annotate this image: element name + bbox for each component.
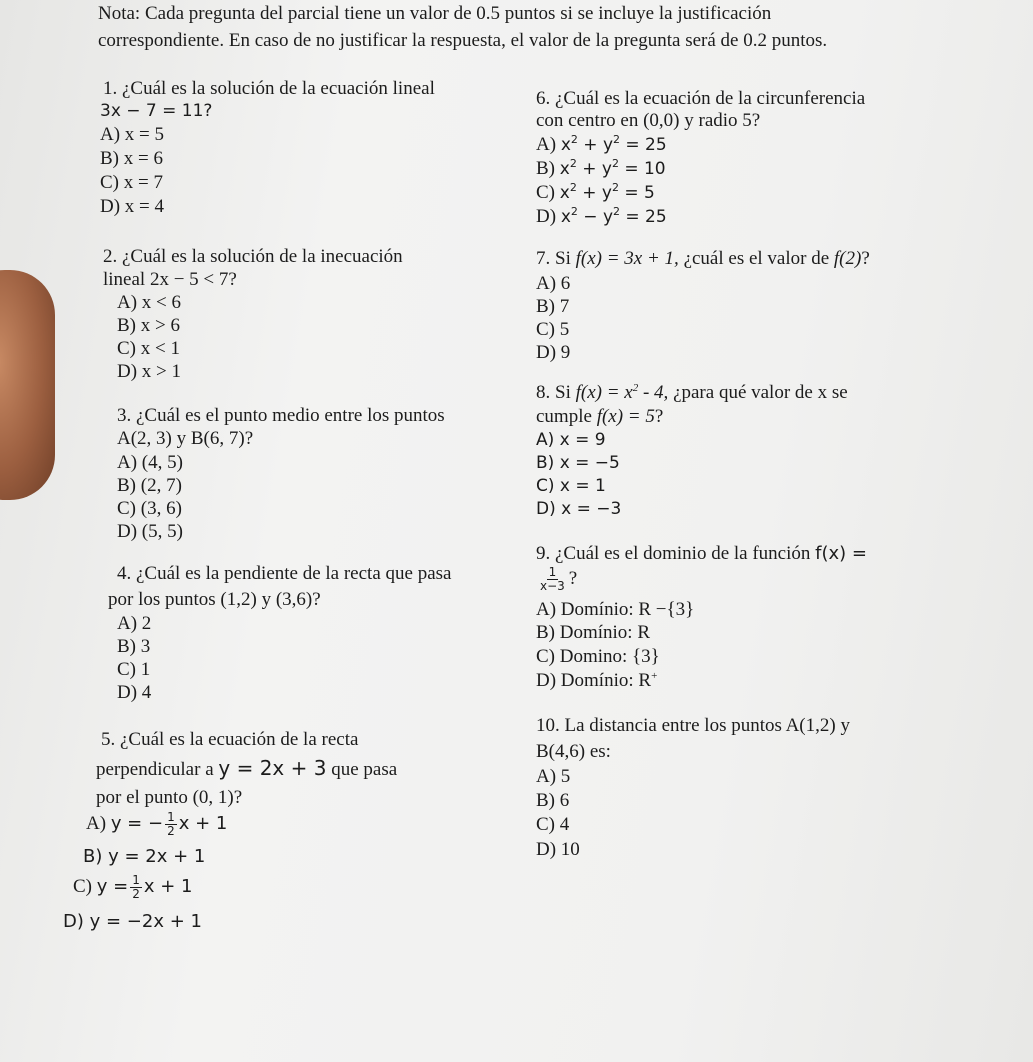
option-math — [561, 207, 667, 227]
var: y — [601, 159, 612, 179]
question-7-option-c: C) 5 — [536, 319, 570, 340]
option-label: B) — [536, 158, 555, 179]
question-10-option-c: C) 4 — [536, 814, 570, 835]
question-9-prompt: 9. ¿Cuál es el dominio de la función — [536, 543, 811, 564]
function-base: f(x) = x — [575, 382, 633, 403]
question-10-option-a: A) 5 — [536, 766, 571, 787]
question-5-que-pasa: que pasa — [331, 759, 398, 780]
exponent: 2 — [611, 181, 619, 194]
var: y — [602, 207, 613, 227]
rhs: = 25 — [625, 207, 667, 227]
fraction-denominator: 2 — [167, 824, 175, 838]
question-1-option-d: D) x = 4 — [100, 196, 165, 217]
option-math — [560, 159, 666, 179]
question-10-points: B(4,6) es: — [536, 741, 611, 762]
var: x — [559, 159, 570, 179]
question-3-option-a: A) (4, 5) — [117, 452, 183, 473]
question-2-option-b: B) x > 6 — [117, 315, 180, 336]
exponent: 2 — [613, 133, 620, 146]
var: y — [601, 183, 612, 203]
question-1-equation: 3x − 7 = 11? — [100, 101, 213, 121]
question-7-function: f(x) = 3x + 1, — [575, 248, 679, 269]
question-7-text — [536, 248, 870, 270]
note-line-1: Nota: Cada pregunta del parcial tiene un valor de 0.5 puntos si se incluye la justificación — [98, 3, 772, 24]
question-3-points: A(2, 3) y B(6, 7)? — [117, 428, 254, 449]
option-label: A) — [86, 812, 107, 834]
question-mark: ? — [654, 406, 664, 427]
var: y — [602, 135, 613, 155]
exponent: 2 — [611, 157, 619, 170]
superscript-plus: + — [651, 670, 658, 682]
question-2-option-d: D) x > 1 — [117, 361, 182, 382]
fraction-one-half — [130, 874, 142, 901]
option-math-pre: y = — [96, 875, 129, 897]
fraction-numerator: 1 — [167, 810, 175, 824]
question-6-option-d — [536, 206, 667, 228]
fraction-numerator: 1 — [548, 565, 557, 579]
question-5-option-a — [86, 811, 227, 838]
option-math — [560, 183, 655, 203]
question-1-option-a: A) x = 5 — [100, 124, 165, 145]
question-10-text: 10. La distancia entre los puntos A(1,2) y — [536, 715, 850, 736]
thumb — [0, 270, 55, 500]
question-8-option-d: D) x = −3 — [536, 499, 622, 519]
question-10-option-d: D) 10 — [536, 839, 580, 860]
exponent: 2 — [613, 205, 620, 218]
question-mark: ? — [568, 567, 578, 589]
question-6-option-a — [536, 134, 667, 156]
exponent: 2 — [632, 382, 639, 394]
operator: − — [583, 207, 598, 227]
question-9-option-c: C) Domino: {3} — [536, 646, 660, 667]
var: x — [559, 183, 570, 203]
question-4-option-b: B) 3 — [117, 636, 151, 657]
option-label: A) — [536, 134, 557, 155]
rhs: = 5 — [624, 183, 655, 203]
question-1-option-b: B) x = 6 — [100, 148, 163, 169]
var: x — [560, 135, 571, 155]
rhs: = 10 — [624, 159, 666, 179]
question-4-text: 4. ¿Cuál es la pendiente de la recta que pasa — [117, 563, 452, 584]
exponent: 2 — [569, 181, 577, 194]
option-math-post: x + 1 — [143, 875, 193, 897]
question-4-option-c: C) 1 — [117, 659, 151, 680]
question-9-text — [536, 543, 867, 565]
question-2-inequality: lineal 2x − 5 < 7? — [103, 269, 237, 290]
question-8-text — [536, 382, 848, 404]
question-4-option-d: D) 4 — [117, 682, 152, 703]
question-6-option-b — [536, 158, 666, 180]
question-5-perpendicular-label: perpendicular a — [96, 759, 214, 780]
question-5-line-equation: y = 2x + 3 — [218, 756, 327, 780]
fraction-domain — [538, 566, 567, 593]
option-label: C) — [73, 875, 92, 897]
operator: + — [582, 159, 597, 179]
question-6-center-radius: con centro en (0,0) y radio 5? — [536, 110, 761, 131]
fraction-denominator: 2 — [132, 887, 140, 901]
question-5-text: 5. ¿Cuál es la ecuación de la recta — [101, 729, 359, 750]
question-7-si: 7. Si — [536, 248, 571, 269]
question-9-fraction-line — [536, 566, 577, 593]
question-8-option-c: C) x = 1 — [536, 476, 606, 496]
question-6-text: 6. ¿Cuál es la ecuación de la circunferencia — [536, 88, 866, 109]
function-tail: - 4, — [638, 382, 669, 403]
question-9-option-b: B) Domínio: R — [536, 622, 651, 643]
var: x — [560, 207, 571, 227]
exponent: 2 — [570, 205, 578, 218]
question-9-option-a: A) Domínio: R −{3} — [536, 599, 695, 620]
question-10-option-b: B) 6 — [536, 790, 570, 811]
question-7-option-b: B) 7 — [536, 296, 570, 317]
question-5-point: por el punto (0, 1)? — [96, 787, 243, 808]
option-label: D) — [536, 206, 557, 227]
question-2-option-c: C) x < 1 — [117, 338, 180, 359]
question-8-si: 8. Si — [536, 382, 571, 403]
option-math-pre: y = − — [110, 812, 164, 834]
question-3-option-d: D) (5, 5) — [117, 521, 183, 542]
question-8-cumple: cumple — [536, 406, 592, 427]
question-9-option-d — [536, 670, 657, 692]
question-5-option-d: D) y = −2x + 1 — [63, 911, 202, 932]
question-mark: ? — [861, 248, 870, 269]
question-7-option-d: D) 9 — [536, 342, 571, 363]
fraction-one-half — [165, 811, 177, 838]
option-math-post: x + 1 — [178, 812, 228, 834]
question-2-option-a: A) x < 6 — [117, 292, 182, 313]
note-line-2: correspondiente. En caso de no justificar la respuesta, el valor de la pregunta será de 0.2 puntos. — [98, 30, 828, 51]
question-1-text: 1. ¿Cuál es la solución de la ecuación lineal — [103, 78, 435, 99]
question-5-line-2 — [96, 757, 397, 781]
option-math — [561, 135, 667, 155]
fraction-denominator: x−3 — [540, 579, 565, 593]
question-1-option-c: C) x = 7 — [100, 172, 163, 193]
question-3-option-c: C) (3, 6) — [117, 498, 182, 519]
fraction-numerator: 1 — [132, 873, 140, 887]
question-8-line-2 — [536, 406, 663, 428]
operator: + — [582, 183, 597, 203]
question-8-function — [576, 382, 669, 403]
question-8-prompt: ¿para qué valor de x se — [673, 382, 848, 403]
question-9-function: f(x) = — [815, 543, 867, 564]
question-8-option-b: B) x = −5 — [536, 453, 620, 473]
option-text: D) Domínio: R — [536, 670, 652, 691]
question-3-option-b: B) (2, 7) — [117, 475, 182, 496]
question-6-option-c — [536, 182, 655, 204]
rhs: = 25 — [625, 135, 667, 155]
question-7-option-a: A) 6 — [536, 273, 571, 294]
exponent: 2 — [570, 133, 578, 146]
question-3-text: 3. ¿Cuál es el punto medio entre los puntos — [117, 405, 445, 426]
question-4-points: por los puntos (1,2) y (3,6)? — [108, 589, 321, 610]
question-8-condition: f(x) = 5 — [596, 406, 655, 427]
exponent: 2 — [569, 157, 577, 170]
question-7-value: f(2) — [833, 248, 862, 269]
question-5-option-b: B) y = 2x + 1 — [83, 846, 206, 867]
question-5-option-c — [73, 874, 193, 901]
question-2-text: 2. ¿Cuál es la solución de la inecuación — [103, 246, 403, 267]
option-label: C) — [536, 182, 555, 203]
question-4-option-a: A) 2 — [117, 613, 152, 634]
operator: + — [583, 135, 598, 155]
question-7-prompt: ¿cuál es el valor de — [683, 248, 830, 269]
question-8-option-a: A) x = 9 — [536, 430, 606, 450]
